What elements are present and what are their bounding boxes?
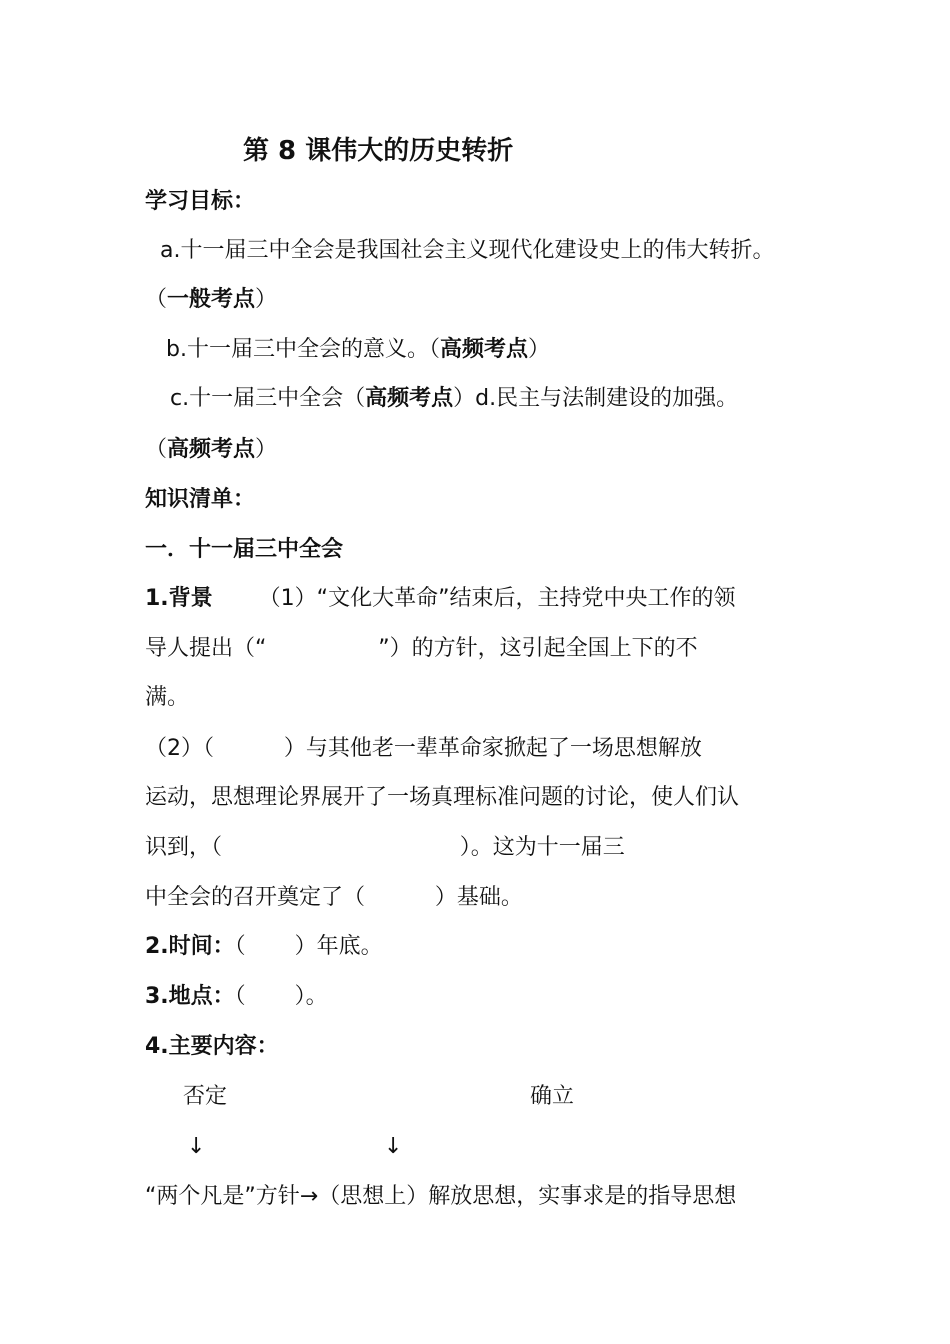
objective-a	[160, 236, 774, 266]
page-title: 第 8 课伟大的历史转折	[243, 136, 514, 166]
paren-open: （	[145, 437, 168, 462]
paren-close: ）	[527, 337, 550, 362]
objectives-heading: 学习目标：	[145, 189, 256, 214]
exam-tag: 高频考点	[365, 386, 454, 411]
objective-c-d	[170, 384, 738, 414]
paren-close: ）	[255, 437, 278, 462]
background-line-3: 满。	[145, 685, 190, 710]
objective-b	[166, 335, 550, 365]
objective-a-tag	[145, 285, 277, 315]
paren-open: （	[145, 287, 168, 312]
objective-d-tag	[145, 435, 277, 465]
point2-line-1: （2）（ ）与其他老一辈革命家掀起了一场思想解放	[145, 736, 702, 761]
point2-line-2: 运动，思想理论界展开了一场真理标准问题的讨论，使人们认	[145, 785, 740, 810]
down-arrow-icon: ↓	[384, 1134, 403, 1159]
knowledge-heading: 知识清单：	[145, 487, 256, 512]
background-text: （1）“文化大革命”结束后，主持党中央工作的领	[258, 586, 736, 611]
negate-label: 否定	[183, 1084, 228, 1109]
background-label: 1.背景	[145, 586, 213, 611]
objective-d-text: ）d.民主与法制建设的加强。	[453, 386, 739, 411]
point2-line-3: 识到，（ ）。这为十一届三	[145, 835, 625, 860]
point2-line-4: 中全会的召开奠定了（ ）基础。	[145, 885, 523, 910]
objective-a-text: a.十一届三中全会是我国社会主义现代化建设史上的伟大转折。	[160, 238, 775, 263]
exam-tag: 一般考点	[167, 287, 256, 312]
background-line-2: 导人提出（“ ”）的方针，这引起全国上下的不	[145, 636, 698, 661]
place-value: （ ）。	[234, 984, 328, 1009]
objective-b-text: b.十一届三中全会的意义。（	[166, 337, 440, 362]
time-value: （ ）年底。	[234, 934, 383, 959]
down-arrow-icon: ↓	[187, 1134, 206, 1159]
objective-c-text: c.十一届三中全会（	[170, 386, 366, 411]
paren-close: ）	[255, 287, 278, 312]
exam-tag: 高频考点	[439, 337, 528, 362]
content-label: 4.主要内容：	[145, 1034, 279, 1059]
background-line-1	[145, 584, 735, 614]
place-label: 3.地点：	[145, 984, 235, 1009]
time-line	[145, 932, 383, 962]
content-line: “两个凡是”方针→（思想上）解放思想，实事求是的指导思想	[145, 1184, 737, 1209]
exam-tag: 高频考点	[167, 437, 256, 462]
time-label: 2.时间：	[145, 934, 235, 959]
section-heading: 一．十一届三中全会	[145, 537, 344, 562]
establish-label: 确立	[530, 1084, 575, 1109]
place-line	[145, 982, 328, 1012]
